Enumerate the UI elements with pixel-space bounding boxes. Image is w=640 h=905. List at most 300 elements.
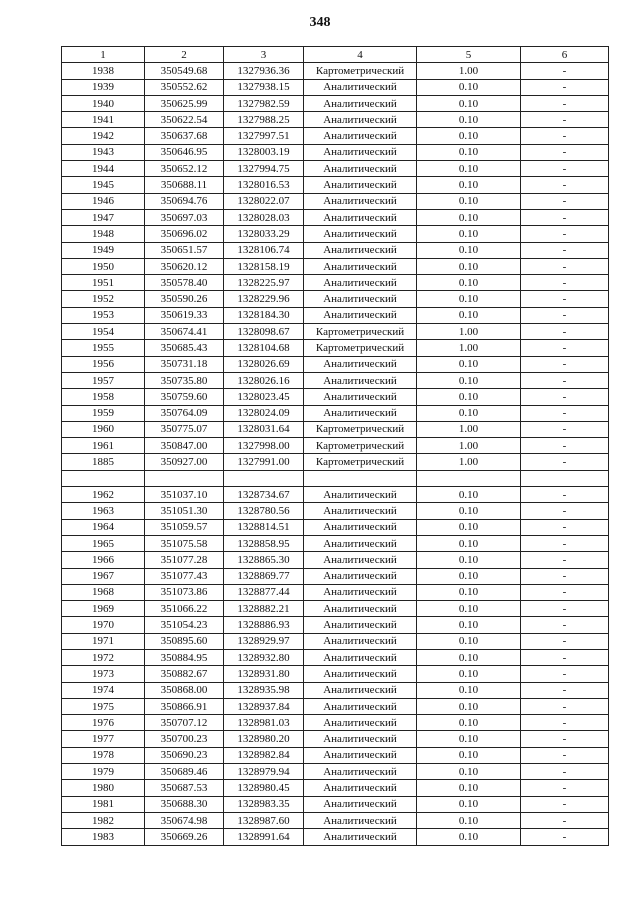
- y-coordinate-cell: 1328225.97: [224, 275, 304, 291]
- point-number-cell: 1948: [62, 226, 145, 242]
- accuracy-cell: 0.10: [417, 389, 521, 405]
- y-coordinate-cell: 1328865.30: [224, 552, 304, 568]
- y-coordinate-cell: 1327997.51: [224, 128, 304, 144]
- table-row: [62, 405, 609, 421]
- note-cell: -: [521, 747, 609, 763]
- y-coordinate-cell: 1328003.19: [224, 144, 304, 160]
- note-cell: -: [521, 731, 609, 747]
- point-number-cell: 1945: [62, 177, 145, 193]
- x-coordinate-cell: 350895.60: [145, 633, 224, 649]
- y-coordinate-cell: 1328024.09: [224, 405, 304, 421]
- coordinates-table: [61, 46, 609, 846]
- x-coordinate-cell: 350882.67: [145, 666, 224, 682]
- note-cell: -: [521, 764, 609, 780]
- method-cell: Аналитический: [304, 291, 417, 307]
- point-number-cell: 1968: [62, 584, 145, 600]
- x-coordinate-cell: 350688.30: [145, 796, 224, 812]
- accuracy-cell: 0.10: [417, 649, 521, 665]
- accuracy-cell: 0.10: [417, 177, 521, 193]
- point-number-cell: 1964: [62, 519, 145, 535]
- point-number-cell: 1983: [62, 829, 145, 845]
- x-coordinate-cell: 350590.26: [145, 291, 224, 307]
- method-cell: Картометрический: [304, 454, 417, 470]
- point-number-cell: 1965: [62, 535, 145, 551]
- point-number-cell: 1941: [62, 112, 145, 128]
- note-cell: -: [521, 144, 609, 160]
- column-header-1: 1: [62, 47, 145, 63]
- table-row: [62, 193, 609, 209]
- accuracy-cell: 0.10: [417, 682, 521, 698]
- table-row: [62, 324, 609, 340]
- note-cell: -: [521, 715, 609, 731]
- point-number-cell: 1972: [62, 649, 145, 665]
- y-coordinate-cell: [224, 470, 304, 486]
- note-cell: [521, 470, 609, 486]
- x-coordinate-cell: 350669.26: [145, 829, 224, 845]
- table-row: [62, 747, 609, 763]
- y-coordinate-cell: 1328937.84: [224, 698, 304, 714]
- table-row: [62, 161, 609, 177]
- accuracy-cell: 0.10: [417, 275, 521, 291]
- y-coordinate-cell: 1328980.45: [224, 780, 304, 796]
- x-coordinate-cell: 350707.12: [145, 715, 224, 731]
- accuracy-cell: 1.00: [417, 324, 521, 340]
- accuracy-cell: 0.10: [417, 747, 521, 763]
- accuracy-cell: 0.10: [417, 112, 521, 128]
- point-number-cell: 1958: [62, 389, 145, 405]
- table-row: [62, 438, 609, 454]
- method-cell: Аналитический: [304, 552, 417, 568]
- x-coordinate-cell: 351051.30: [145, 503, 224, 519]
- x-coordinate-cell: 351066.22: [145, 601, 224, 617]
- point-number-cell: 1952: [62, 291, 145, 307]
- method-cell: Аналитический: [304, 128, 417, 144]
- note-cell: -: [521, 568, 609, 584]
- x-coordinate-cell: 350685.43: [145, 340, 224, 356]
- x-coordinate-cell: 350651.57: [145, 242, 224, 258]
- point-number-cell: 1978: [62, 747, 145, 763]
- table-row: [62, 535, 609, 551]
- x-coordinate-cell: 351073.86: [145, 584, 224, 600]
- y-coordinate-cell: 1328932.80: [224, 649, 304, 665]
- accuracy-cell: 1.00: [417, 438, 521, 454]
- method-cell: Аналитический: [304, 584, 417, 600]
- accuracy-cell: [417, 470, 521, 486]
- table-row: [62, 112, 609, 128]
- note-cell: -: [521, 519, 609, 535]
- table-row: [62, 275, 609, 291]
- y-coordinate-cell: 1328982.84: [224, 747, 304, 763]
- table-row: [62, 144, 609, 160]
- method-cell: Аналитический: [304, 682, 417, 698]
- x-coordinate-cell: 351077.43: [145, 568, 224, 584]
- table-row: [62, 95, 609, 111]
- point-number-cell: 1980: [62, 780, 145, 796]
- note-cell: -: [521, 226, 609, 242]
- x-coordinate-cell: 350759.60: [145, 389, 224, 405]
- table-body: [62, 63, 609, 845]
- accuracy-cell: 1.00: [417, 421, 521, 437]
- table-row: [62, 666, 609, 682]
- y-coordinate-cell: 1328184.30: [224, 307, 304, 323]
- note-cell: -: [521, 242, 609, 258]
- accuracy-cell: 0.10: [417, 519, 521, 535]
- y-coordinate-cell: 1328098.67: [224, 324, 304, 340]
- x-coordinate-cell: 350927.00: [145, 454, 224, 470]
- x-coordinate-cell: 350552.62: [145, 79, 224, 95]
- x-coordinate-cell: 350847.00: [145, 438, 224, 454]
- method-cell: Аналитический: [304, 780, 417, 796]
- note-cell: -: [521, 258, 609, 274]
- method-cell: Аналитический: [304, 112, 417, 128]
- table-row: [62, 291, 609, 307]
- method-cell: Картометрический: [304, 324, 417, 340]
- accuracy-cell: 0.10: [417, 291, 521, 307]
- accuracy-cell: 0.10: [417, 698, 521, 714]
- y-coordinate-cell: 1328869.77: [224, 568, 304, 584]
- table-row: [62, 128, 609, 144]
- note-cell: -: [521, 796, 609, 812]
- y-coordinate-cell: 1328106.74: [224, 242, 304, 258]
- accuracy-cell: 1.00: [417, 63, 521, 79]
- note-cell: -: [521, 307, 609, 323]
- accuracy-cell: 0.10: [417, 796, 521, 812]
- method-cell: Аналитический: [304, 747, 417, 763]
- point-number-cell: 1949: [62, 242, 145, 258]
- note-cell: -: [521, 356, 609, 372]
- column-header-2: 2: [145, 47, 224, 63]
- accuracy-cell: 0.10: [417, 535, 521, 551]
- method-cell: Аналитический: [304, 649, 417, 665]
- accuracy-cell: 0.10: [417, 405, 521, 421]
- point-number-cell: 1944: [62, 161, 145, 177]
- y-coordinate-cell: 1328033.29: [224, 226, 304, 242]
- note-cell: -: [521, 79, 609, 95]
- table-row: [62, 682, 609, 698]
- accuracy-cell: 0.10: [417, 144, 521, 160]
- y-coordinate-cell: 1328104.68: [224, 340, 304, 356]
- accuracy-cell: 0.10: [417, 487, 521, 503]
- y-coordinate-cell: 1328734.67: [224, 487, 304, 503]
- y-coordinate-cell: 1328780.56: [224, 503, 304, 519]
- accuracy-cell: 0.10: [417, 584, 521, 600]
- point-number-cell: [62, 470, 145, 486]
- note-cell: -: [521, 649, 609, 665]
- x-coordinate-cell: 351077.28: [145, 552, 224, 568]
- column-header-5: 5: [417, 47, 521, 63]
- method-cell: Аналитический: [304, 209, 417, 225]
- table-row: [62, 63, 609, 79]
- y-coordinate-cell: 1328979.94: [224, 764, 304, 780]
- note-cell: -: [521, 829, 609, 845]
- note-cell: -: [521, 128, 609, 144]
- y-coordinate-cell: 1328980.20: [224, 731, 304, 747]
- x-coordinate-cell: 350731.18: [145, 356, 224, 372]
- y-coordinate-cell: 1328983.35: [224, 796, 304, 812]
- y-coordinate-cell: 1328016.53: [224, 177, 304, 193]
- table-row: [62, 503, 609, 519]
- y-coordinate-cell: 1328028.03: [224, 209, 304, 225]
- method-cell: Аналитический: [304, 372, 417, 388]
- x-coordinate-cell: 351059.57: [145, 519, 224, 535]
- accuracy-cell: 0.10: [417, 209, 521, 225]
- column-header-6: 6: [521, 47, 609, 63]
- table-row: [62, 633, 609, 649]
- point-number-cell: 1974: [62, 682, 145, 698]
- x-coordinate-cell: 350696.02: [145, 226, 224, 242]
- y-coordinate-cell: 1328929.97: [224, 633, 304, 649]
- point-number-cell: 1960: [62, 421, 145, 437]
- y-coordinate-cell: 1327998.00: [224, 438, 304, 454]
- method-cell: Аналитический: [304, 601, 417, 617]
- method-cell: Аналитический: [304, 796, 417, 812]
- point-number-cell: 1966: [62, 552, 145, 568]
- note-cell: -: [521, 633, 609, 649]
- point-number-cell: 1885: [62, 454, 145, 470]
- y-coordinate-cell: 1328023.45: [224, 389, 304, 405]
- method-cell: Аналитический: [304, 275, 417, 291]
- table-row: [62, 389, 609, 405]
- table-row: [62, 470, 609, 486]
- x-coordinate-cell: 350578.40: [145, 275, 224, 291]
- method-cell: Аналитический: [304, 829, 417, 845]
- table-row: [62, 372, 609, 388]
- y-coordinate-cell: 1328026.16: [224, 372, 304, 388]
- accuracy-cell: 0.10: [417, 829, 521, 845]
- accuracy-cell: 0.10: [417, 95, 521, 111]
- accuracy-cell: 0.10: [417, 503, 521, 519]
- method-cell: Аналитический: [304, 503, 417, 519]
- method-cell: Аналитический: [304, 177, 417, 193]
- x-coordinate-cell: 350652.12: [145, 161, 224, 177]
- point-number-cell: 1961: [62, 438, 145, 454]
- accuracy-cell: 0.10: [417, 79, 521, 95]
- note-cell: -: [521, 552, 609, 568]
- point-number-cell: 1976: [62, 715, 145, 731]
- method-cell: Аналитический: [304, 731, 417, 747]
- y-coordinate-cell: 1328886.93: [224, 617, 304, 633]
- accuracy-cell: 0.10: [417, 258, 521, 274]
- note-cell: -: [521, 503, 609, 519]
- x-coordinate-cell: 350688.11: [145, 177, 224, 193]
- method-cell: Аналитический: [304, 666, 417, 682]
- note-cell: -: [521, 405, 609, 421]
- accuracy-cell: 0.10: [417, 601, 521, 617]
- table-row: [62, 226, 609, 242]
- method-cell: Аналитический: [304, 764, 417, 780]
- note-cell: -: [521, 291, 609, 307]
- point-number-cell: 1947: [62, 209, 145, 225]
- note-cell: -: [521, 95, 609, 111]
- method-cell: Аналитический: [304, 389, 417, 405]
- x-coordinate-cell: 351054.23: [145, 617, 224, 633]
- method-cell: Аналитический: [304, 535, 417, 551]
- note-cell: -: [521, 372, 609, 388]
- table-row: [62, 307, 609, 323]
- method-cell: Аналитический: [304, 161, 417, 177]
- accuracy-cell: 0.10: [417, 226, 521, 242]
- method-cell: Аналитический: [304, 405, 417, 421]
- table-row: [62, 552, 609, 568]
- x-coordinate-cell: 350674.98: [145, 812, 224, 828]
- accuracy-cell: 0.10: [417, 780, 521, 796]
- note-cell: -: [521, 177, 609, 193]
- table-row: [62, 242, 609, 258]
- y-coordinate-cell: 1328882.21: [224, 601, 304, 617]
- method-cell: Аналитический: [304, 193, 417, 209]
- note-cell: -: [521, 487, 609, 503]
- accuracy-cell: 0.10: [417, 372, 521, 388]
- method-cell: Аналитический: [304, 226, 417, 242]
- table-row: [62, 356, 609, 372]
- column-header-4: 4: [304, 47, 417, 63]
- accuracy-cell: 0.10: [417, 307, 521, 323]
- accuracy-cell: 0.10: [417, 242, 521, 258]
- y-coordinate-cell: 1328814.51: [224, 519, 304, 535]
- method-cell: Аналитический: [304, 307, 417, 323]
- note-cell: -: [521, 193, 609, 209]
- x-coordinate-cell: 350735.80: [145, 372, 224, 388]
- method-cell: Аналитический: [304, 242, 417, 258]
- note-cell: -: [521, 698, 609, 714]
- table-row: [62, 487, 609, 503]
- x-coordinate-cell: 350549.68: [145, 63, 224, 79]
- note-cell: -: [521, 682, 609, 698]
- table-row: [62, 177, 609, 193]
- table-row: [62, 731, 609, 747]
- method-cell: Аналитический: [304, 79, 417, 95]
- column-header-3: 3: [224, 47, 304, 63]
- point-number-cell: 1943: [62, 144, 145, 160]
- method-cell: Аналитический: [304, 617, 417, 633]
- note-cell: -: [521, 601, 609, 617]
- table-row: [62, 715, 609, 731]
- x-coordinate-cell: 350689.46: [145, 764, 224, 780]
- x-coordinate-cell: 350646.95: [145, 144, 224, 160]
- y-coordinate-cell: 1327988.25: [224, 112, 304, 128]
- table-row: [62, 340, 609, 356]
- method-cell: Аналитический: [304, 633, 417, 649]
- point-number-cell: 1977: [62, 731, 145, 747]
- x-coordinate-cell: 351037.10: [145, 487, 224, 503]
- y-coordinate-cell: 1328935.98: [224, 682, 304, 698]
- point-number-cell: 1942: [62, 128, 145, 144]
- point-number-cell: 1970: [62, 617, 145, 633]
- accuracy-cell: 1.00: [417, 454, 521, 470]
- method-cell: Картометрический: [304, 340, 417, 356]
- page-number: 348: [309, 15, 331, 30]
- method-cell: Аналитический: [304, 258, 417, 274]
- x-coordinate-cell: 351075.58: [145, 535, 224, 551]
- table-row: [62, 421, 609, 437]
- point-number-cell: 1973: [62, 666, 145, 682]
- accuracy-cell: 0.10: [417, 666, 521, 682]
- table-row: [62, 584, 609, 600]
- point-number-cell: 1955: [62, 340, 145, 356]
- y-coordinate-cell: 1328158.19: [224, 258, 304, 274]
- point-number-cell: 1946: [62, 193, 145, 209]
- y-coordinate-cell: 1327994.75: [224, 161, 304, 177]
- y-coordinate-cell: 1327936.36: [224, 63, 304, 79]
- y-coordinate-cell: 1327991.00: [224, 454, 304, 470]
- table-row: [62, 519, 609, 535]
- table-row: [62, 568, 609, 584]
- accuracy-cell: 0.10: [417, 128, 521, 144]
- point-number-cell: 1963: [62, 503, 145, 519]
- table-row: [62, 649, 609, 665]
- y-coordinate-cell: 1328229.96: [224, 291, 304, 307]
- x-coordinate-cell: 350868.00: [145, 682, 224, 698]
- method-cell: Аналитический: [304, 487, 417, 503]
- y-coordinate-cell: 1327982.59: [224, 95, 304, 111]
- point-number-cell: 1940: [62, 95, 145, 111]
- x-coordinate-cell: 350690.23: [145, 747, 224, 763]
- x-coordinate-cell: 350620.12: [145, 258, 224, 274]
- note-cell: -: [521, 275, 609, 291]
- table-row: [62, 812, 609, 828]
- accuracy-cell: 0.10: [417, 715, 521, 731]
- y-coordinate-cell: 1328031.64: [224, 421, 304, 437]
- accuracy-cell: 0.10: [417, 812, 521, 828]
- table-row: [62, 698, 609, 714]
- method-cell: Картометрический: [304, 421, 417, 437]
- x-coordinate-cell: 350687.53: [145, 780, 224, 796]
- note-cell: -: [521, 812, 609, 828]
- note-cell: -: [521, 454, 609, 470]
- note-cell: -: [521, 209, 609, 225]
- accuracy-cell: 0.10: [417, 764, 521, 780]
- y-coordinate-cell: 1328931.80: [224, 666, 304, 682]
- table-row: [62, 209, 609, 225]
- accuracy-cell: 0.10: [417, 617, 521, 633]
- method-cell: Аналитический: [304, 715, 417, 731]
- x-coordinate-cell: 350697.03: [145, 209, 224, 225]
- note-cell: -: [521, 438, 609, 454]
- x-coordinate-cell: 350625.99: [145, 95, 224, 111]
- y-coordinate-cell: 1328987.60: [224, 812, 304, 828]
- table-row: [62, 796, 609, 812]
- point-number-cell: 1957: [62, 372, 145, 388]
- accuracy-cell: 0.10: [417, 356, 521, 372]
- point-number-cell: 1956: [62, 356, 145, 372]
- accuracy-cell: 0.10: [417, 161, 521, 177]
- method-cell: [304, 470, 417, 486]
- note-cell: -: [521, 584, 609, 600]
- method-cell: Аналитический: [304, 698, 417, 714]
- y-coordinate-cell: 1328981.03: [224, 715, 304, 731]
- table-row: [62, 764, 609, 780]
- method-cell: Аналитический: [304, 356, 417, 372]
- y-coordinate-cell: 1328877.44: [224, 584, 304, 600]
- point-number-cell: 1939: [62, 79, 145, 95]
- note-cell: -: [521, 161, 609, 177]
- table-row: [62, 79, 609, 95]
- point-number-cell: 1981: [62, 796, 145, 812]
- point-number-cell: 1971: [62, 633, 145, 649]
- point-number-cell: 1962: [62, 487, 145, 503]
- point-number-cell: 1953: [62, 307, 145, 323]
- point-number-cell: 1979: [62, 764, 145, 780]
- table-row: [62, 617, 609, 633]
- x-coordinate-cell: 350622.54: [145, 112, 224, 128]
- method-cell: Аналитический: [304, 144, 417, 160]
- note-cell: -: [521, 340, 609, 356]
- table-row: [62, 780, 609, 796]
- table-row: [62, 454, 609, 470]
- note-cell: -: [521, 389, 609, 405]
- accuracy-cell: 0.10: [417, 568, 521, 584]
- y-coordinate-cell: 1327938.15: [224, 79, 304, 95]
